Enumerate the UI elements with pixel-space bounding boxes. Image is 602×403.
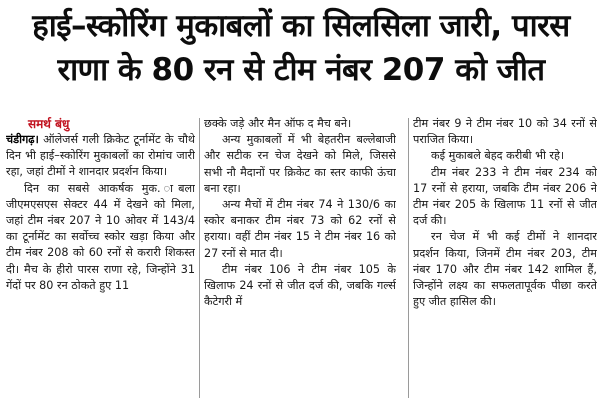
article-paragraph: टीम नंबर 9 ने टीम नंबर 10 को 34 रनों से पराजित किया।: [413, 117, 597, 147]
headline: [0, 4, 602, 92]
article-paragraph: [6, 132, 195, 181]
article-column-3: [413, 116, 597, 401]
article-paragraph: टीम नंबर 106 ने टीम नंबर 105 के खिलाफ 24 रनों से जीत दर्ज की, जबकि गर्ल्स कैटेगरी में: [204, 262, 396, 309]
article-paragraph: अन्य मैचों में टीम नंबर 74 ने 130/6 का स्कोर बनाकर टीम नंबर 73 को 62 रनों से हराया। वहीं टीम नंबर 15 ने टीम नंबर 16 को 27 रनों से मात दी।: [204, 198, 396, 260]
headline-line-2: राणा के 80 रन से टीम नंबर 207 को जीत: [57, 52, 545, 88]
article-paragraph: कई मुकाबले बेहद करीबी भी रहे।: [431, 149, 565, 163]
article-body: [6, 116, 598, 401]
headline-line-1: हाई–स्कोरिंग मुकाबलों का सिलसिला जारी, पारस: [32, 8, 570, 44]
article-column-2: [204, 116, 396, 401]
article-paragraph: दिन का सबसे आकर्षक मुक. ाबला जीएमएसएस सेक्टर 44 में देखने को मिला, जहां टीम नंबर 207 ने 10 ओवर में 143/4 का टूर्नामेंट का सर्वोच्च स्कोर खड़ा किया और टीम नंबर 208 को 60 रनों से करारी शिकस्त दी। मैच के हीरो पारस राणा रहे, जिन्होंने 31 गेंदों पर 80 रन ठोकते हुए 11: [6, 181, 195, 292]
article-column-1: [6, 116, 195, 401]
article-paragraph: टीम नंबर 233 ने टीम नंबर 234 को 17 रनों से हराया, जबकि टीम नंबर 206 ने टीम नंबर 205 के खिलाफ 11 रनों से जीत दर्ज की।: [413, 165, 597, 228]
byline: समर्थ बंधु: [28, 117, 70, 131]
dateline: चंडीगढ़।: [6, 133, 39, 146]
article-paragraph: रन चेज में भी कई टीमों ने शानदार प्रदर्शन किया, जिनमें टीम नंबर 203, टीम नंबर 170 और टीम नंबर 142 शामिल हैं, जिन्होंने लक्ष्य का सफलतापूर्वक पीछा करते हुए जीत हासिल की।: [413, 230, 597, 309]
article-paragraph: अन्य मुकाबलों में भी बेहतरीन बल्लेबाजी और सटीक रन चेज देखने को मिले, जिससे सभी नौ मैदानों पर क्रिकेट का स्तर काफी ऊंचा बना रहा।: [204, 133, 396, 195]
article-paragraph: छक्के जड़े और मैन ऑफ द मैच बने।: [204, 117, 352, 130]
paragraph-text: ऑलेजर्स गली क्रिकेट टूर्नामेंट के चौथे दिन भी हाई–स्कोरिंग मुकाबलों का रोमांच जारी रहा, जहां टीमों ने शानदार प्रदर्शन किया।: [6, 133, 195, 179]
